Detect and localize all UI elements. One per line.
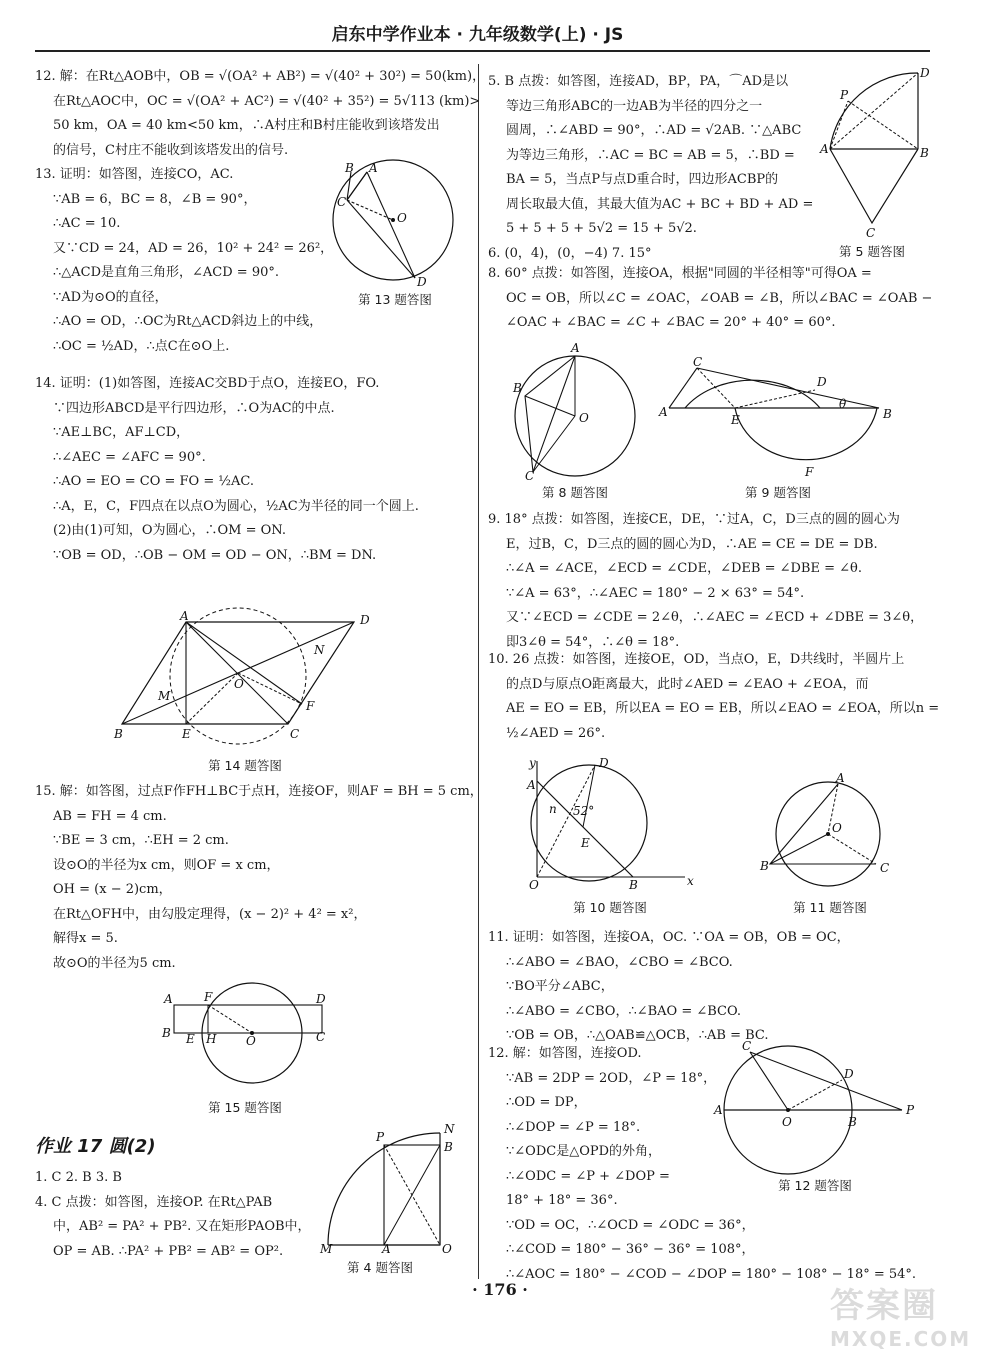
svg-text:A: A <box>180 609 189 623</box>
svg-text:C: C <box>290 727 300 741</box>
svg-text:B: B <box>114 727 123 741</box>
svg-text:O: O <box>442 1242 452 1256</box>
svg-text:B: B <box>444 1140 453 1154</box>
figure-15 <box>160 985 340 1085</box>
svg-text:M: M <box>158 689 171 703</box>
svg-text:C: C <box>337 195 347 209</box>
svg-text:B: B <box>920 146 929 160</box>
column-divider <box>478 64 479 1279</box>
svg-text:O: O <box>529 878 539 892</box>
section-title: 作业 17 圆(2) <box>35 1136 156 1157</box>
q12-solution: 12. 解：在Rt△AOB中，OB = √(OA² + AB²) = √(40² + 30²) = 50(km)， 在Rt△AOC中，OC = √(OA² + AC²) = √(40² + 35²) = 5√113 (km)> 50 km，OA = 40 km<50 km，∴A村庄和B村庄能收到该塔发出 的信号，C村庄不能收到该塔发出的信号. <box>35 69 486 158</box>
caption-12: 第 12 题答图 <box>778 1178 852 1193</box>
svg-text:D: D <box>844 1067 854 1081</box>
q14-proof: 14. 证明：(1)如答图，连接AC交BD于点O，连接EO，FO. ∵四边形ABCD是平行四边形，∴O为AC的中点. ∵AE⊥BC，AF⊥CD， ∴∠AEC = ∠AFC = 90°. ∴AO = EO = CO = FO = ½AC. ∴A，E，C，F四点在以点O为圆心，½AC为半径的同一个圆上. (2)由(1)可知，O为圆心，∴OM = ON. ∵OB = OD，∴OB − OM = OD − ON，∴BM = DN. <box>35 376 419 563</box>
svg-text:E: E <box>731 413 740 427</box>
figure-8 <box>505 340 645 483</box>
q13-proof: 13. 证明：如答图，连接CO，AC. ∵AB = 6，BC = 8，∠B = 90°， ∴AC = 10. 又∵CD = 24，AD = 26，10² + 24² = 26²， ∴△ACD是直角三角形，∠ACD = 90°. ∵AD为⊙O的直径， ∴AO = OD，∴OC为Rt△ACD斜边上的中线， ∴OC = ½AD，∴点C在⊙O上. <box>35 167 334 354</box>
svg-text:C: C <box>866 226 876 240</box>
svg-text:B: B <box>345 161 354 175</box>
svg-text:E: E <box>581 836 590 850</box>
caption-9: 第 9 题答图 <box>745 485 811 500</box>
svg-text:A: A <box>527 778 536 792</box>
svg-text:D: D <box>360 613 370 627</box>
svg-text:D: D <box>599 756 609 770</box>
q5-q7-answers: 5. B 点拨：如答图，连接AD，BP，PA，⌒AD是以 等边三角形ABC的一边AB为半径的四分之一 圆周，∴∠ABD = 90°，∴AD = √2AB. ∵△ABC 为等边三角形，∴AC = BC = AB = 5，∴BD = BA = 5，当点P与点D重合时，四边形ACBP的 周长取最大值，其最大值为AC + BC + BD + AD = 5 + 5 + 5 + 5√2 = 15 + 5√2. 6. (0，4)，(0，−4) 7. 15° <box>488 74 814 261</box>
figure-9 <box>655 355 895 480</box>
svg-text:C: C <box>693 355 703 369</box>
svg-text:O: O <box>832 821 842 835</box>
q11-proof: 11. 证明：如答图，连接OA，OC. ∵OA = OB，OB = OC， ∴∠ABO = ∠BAO，∠CBO = ∠BCO. ∵BO平分∠ABC， ∴∠ABO = ∠CBO，∴∠BAO = ∠BCO. ∵OB = OB，∴△OAB≌△OCB，∴AB = BC. <box>488 930 850 1043</box>
svg-text:O: O <box>579 411 589 425</box>
svg-text:y: y <box>529 756 536 770</box>
svg-text:C: C <box>742 1039 752 1053</box>
svg-text:B: B <box>513 381 522 395</box>
q15-solution: 15. 解：如答图，过点F作FH⊥BC于点H，连接OF，则AF = BH = 5 cm， AB = FH = 4 cm. ∵BE = 3 cm，∴EH = 2 cm. 设⊙O的半径为x cm，则OF = x cm， OH = (x − 2)cm， 在Rt△OFH中，由勾股定理得，(x − 2)² + 4² = x²， 解得x = 5. 故⊙O的半径为5 cm. <box>35 784 483 971</box>
figure-5 <box>820 65 930 245</box>
svg-text:A: A <box>714 1103 723 1117</box>
page-number: · 176 · <box>472 1280 528 1299</box>
svg-text:P: P <box>906 1103 915 1117</box>
svg-text:C: C <box>316 1030 326 1044</box>
figure-13 <box>325 160 465 290</box>
svg-text:O: O <box>246 1034 256 1048</box>
svg-text:E: E <box>182 727 191 741</box>
caption-10: 第 10 题答图 <box>573 900 647 915</box>
figure-14 <box>110 600 380 750</box>
svg-text:A: A <box>164 992 173 1006</box>
figure-10 <box>515 755 700 895</box>
svg-text:B: B <box>883 407 892 421</box>
svg-text:C: C <box>880 861 890 875</box>
page-header: 启东中学作业本 · 九年级数学(上) · JS <box>331 25 624 45</box>
figure-11 <box>760 771 910 890</box>
svg-text:F: F <box>805 465 814 479</box>
svg-text:D: D <box>316 992 326 1006</box>
caption-15: 第 15 题答图 <box>208 1100 282 1115</box>
caption-14: 第 14 题答图 <box>208 758 282 773</box>
svg-text:x: x <box>687 874 694 888</box>
svg-text:n: n <box>549 802 557 816</box>
svg-text:C: C <box>525 469 535 483</box>
figure-12 <box>710 1040 920 1170</box>
q8-answer: 8. 60° 点拨：如答图，连接OA，根据"同圆的半径相等"可得OA = OC = OB，所以∠C = ∠OAC，∠OAB = ∠B，所以∠BAC = ∠OAB − ∠OAC + ∠BAC = ∠C + ∠BAC = 20° + 40° = 60°. <box>488 266 933 330</box>
svg-text:F: F <box>204 990 213 1004</box>
svg-text:E: E <box>186 1032 195 1046</box>
svg-text:O: O <box>397 211 407 225</box>
svg-text:N: N <box>444 1122 455 1136</box>
svg-text:A: A <box>836 771 845 785</box>
caption-8: 第 8 题答图 <box>542 485 608 500</box>
q9-answer: 9. 18° 点拨：如答图，连接CE，DE，∵过A，C，D三点的圆的圆心为 E，过B，C，D三点的圆的圆心为D，∴AE = CE = DE = DB. ∴∠A = ∠ACE，∠ECD = ∠CDE，∠DEB = ∠DBE = ∠θ. ∵∠A = 63°，∴∠AEC = 180° − 2 × 63° = 54°. 又∵∠ECD = ∠CDE = 2∠θ，∴∠AEC = ∠ECD + ∠DBE = 3∠θ， 即3∠θ = 54°，∴∠θ = 18°. <box>488 512 924 650</box>
svg-text:N: N <box>314 643 325 657</box>
svg-text:P: P <box>840 88 849 102</box>
caption-13: 第 13 题答图 <box>358 292 432 307</box>
svg-text:D: D <box>920 66 930 80</box>
svg-text:A: A <box>659 405 668 419</box>
header-rule <box>35 50 930 52</box>
svg-text:A: A <box>369 161 378 175</box>
q12-solution-right: 12. 解：如答图，连接OD. ∵AB = 2DP = 2OD，∠P = 18°， ∴OD = DP， ∴∠DOP = ∠P = 18°. ∵∠ODC是△OPD的外角， ∴∠ODC = ∠P + ∠DOP = 18° + 18° = 36°. ∵OD = OC，∴∠OCD = ∠ODC = 36°， ∴∠COD = 180° − 36° − 36° = 108°， ∴∠AOC = 180° − ∠COD − ∠DOP = 180° − 108° − 18° = 54°. <box>488 1046 917 1282</box>
caption-11: 第 11 题答图 <box>793 900 867 915</box>
svg-text:O: O <box>782 1115 792 1129</box>
svg-text:M: M <box>320 1242 333 1256</box>
watermark-logo <box>830 1278 980 1358</box>
q10-answer: 10. 26 点拨：如答图，连接OE，OD，当点O，E，D共线时，半圆片上 的点D与原点O距离最大，此时∠AED = ∠EAO + ∠EOA，而 AE = EO = EB，所以EA = EO = EB，所以∠EAO = ∠EOA，所以n = ½∠AED = 26°. <box>488 652 940 741</box>
svg-text:D: D <box>817 375 827 389</box>
svg-text:B: B <box>162 1026 171 1040</box>
watermark-top: 答案圈 <box>830 1286 938 1326</box>
svg-text:F: F <box>306 699 315 713</box>
caption-5: 第 5 题答图 <box>839 244 905 259</box>
svg-text:A: A <box>382 1242 391 1256</box>
svg-text:P: P <box>376 1130 385 1144</box>
svg-text:B: B <box>760 859 769 873</box>
svg-text:B: B <box>629 878 638 892</box>
caption-4: 第 4 题答图 <box>347 1260 413 1275</box>
svg-text:B: B <box>848 1115 857 1129</box>
svg-text:θ: θ <box>839 397 847 411</box>
homework-17-answers: 1. C 2. B 3. B 4. C 点拨：如答图，连接OP. 在Rt△PAB 中，AB² = PA² + PB². 又在矩形PAOB中， OP = AB. ∴PA² + PB² = AB² = OP². <box>35 1170 311 1259</box>
svg-text:52°: 52° <box>573 804 595 818</box>
svg-text:H: H <box>206 1032 217 1046</box>
figure-4 <box>318 1122 468 1256</box>
svg-text:A: A <box>820 142 829 156</box>
svg-text:A: A <box>571 341 580 355</box>
svg-text:D: D <box>417 275 427 289</box>
svg-text:O: O <box>234 677 244 691</box>
watermark-bottom: MXQE.COM <box>830 1327 972 1351</box>
